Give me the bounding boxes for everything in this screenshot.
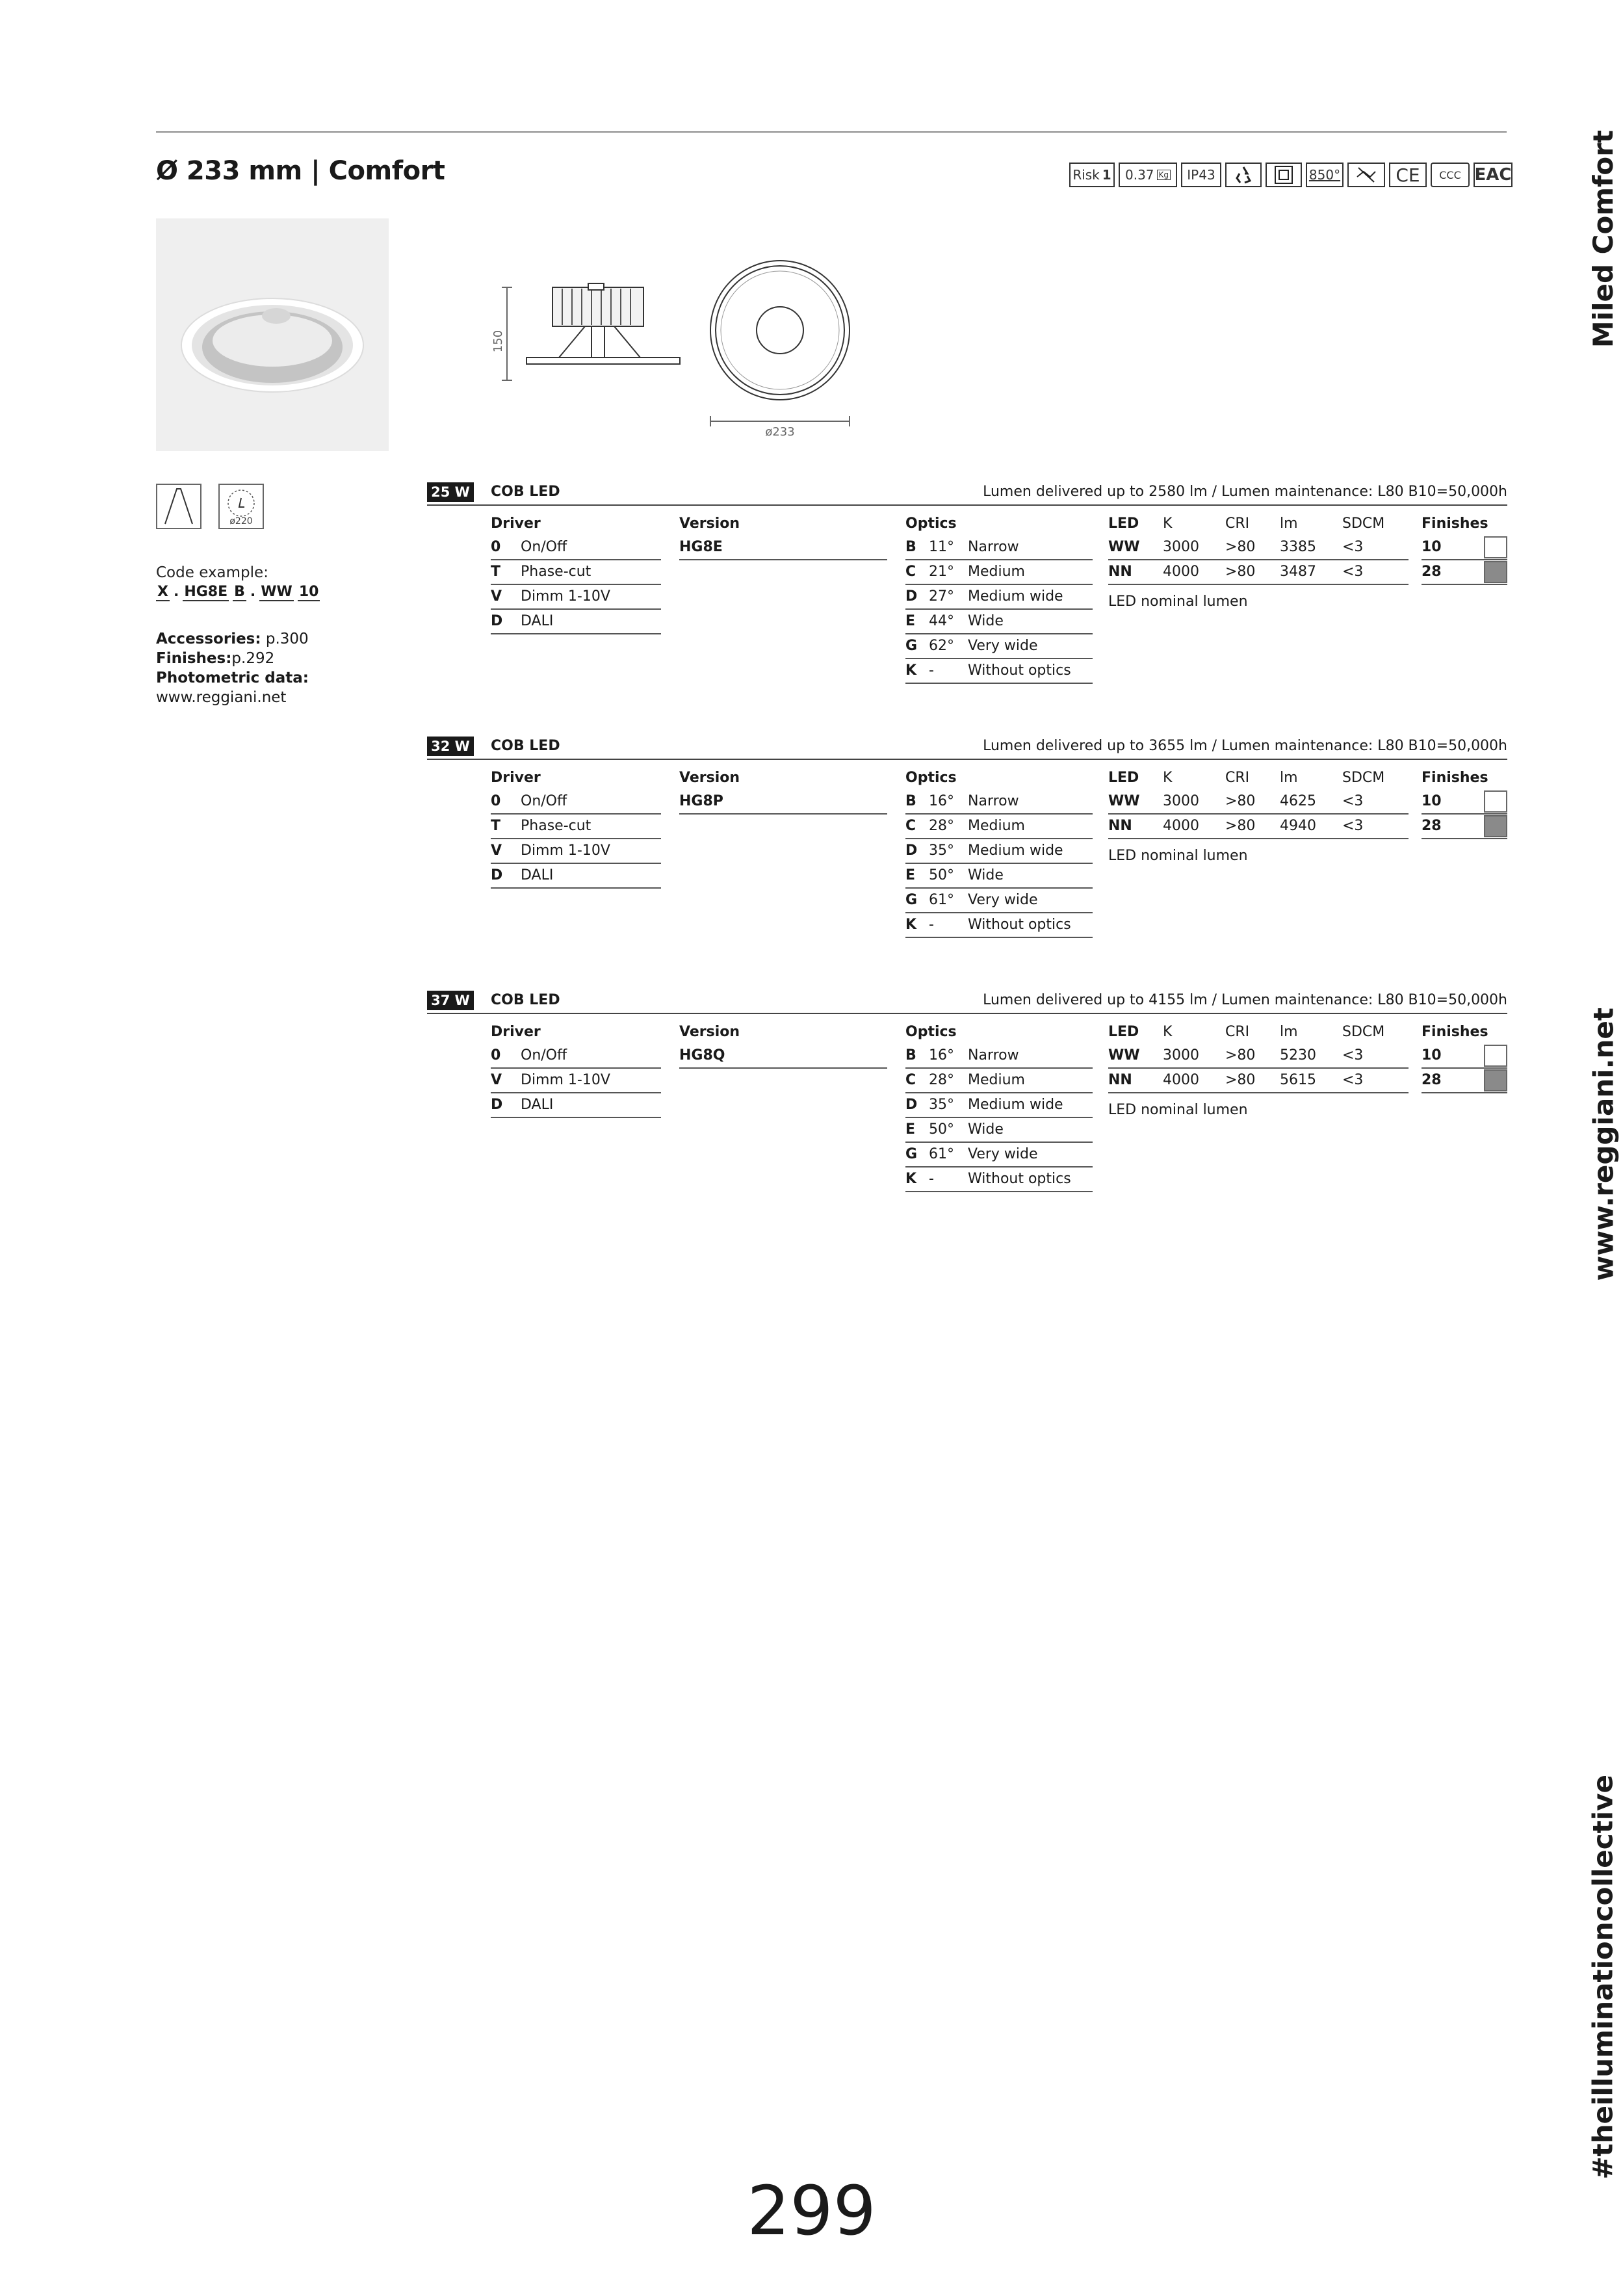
optics-column <box>905 1021 1093 1192</box>
driver-column <box>491 766 661 889</box>
version-row: HG8P <box>679 790 887 815</box>
product-photo <box>156 218 389 451</box>
block-header <box>427 482 1507 506</box>
optics-row: K - Without optics <box>905 913 1093 938</box>
optics-row: G 61° Very wide <box>905 1143 1093 1168</box>
optics-row: C 21° Medium <box>905 560 1093 585</box>
eac-mark: EAC <box>1474 163 1513 187</box>
led-row: NN 4000 >80 3487 <3 <box>1108 560 1409 585</box>
block-header <box>427 991 1507 1014</box>
led-row: WW 3000 >80 3385 <3 <box>1108 536 1409 560</box>
height-label: 150 <box>491 330 505 353</box>
driver-header: Driver <box>491 770 541 786</box>
optics-row: K - Without optics <box>905 1168 1093 1192</box>
beam-symbol-icon <box>156 484 201 529</box>
product-block <box>427 482 1507 679</box>
product-block <box>427 991 1507 1187</box>
version-header: Version <box>679 770 740 786</box>
version-column <box>679 512 887 560</box>
block-header <box>427 737 1507 760</box>
optics-header: Optics <box>905 1024 957 1040</box>
finish-row: 28 <box>1422 1069 1507 1093</box>
finishes-header: Finishes <box>1422 515 1488 532</box>
finishes-header: Finishes <box>1422 1024 1488 1040</box>
ip-badge: IP43 <box>1181 163 1221 187</box>
optics-row: K - Without optics <box>905 659 1093 684</box>
optics-row: B 16° Narrow <box>905 1044 1093 1069</box>
optics-row: D 27° Medium wide <box>905 585 1093 610</box>
version-header: Version <box>679 1024 740 1040</box>
wattage-badge: 32 W <box>427 737 474 756</box>
ce-mark: CE <box>1389 163 1427 187</box>
finishes-header: Finishes <box>1422 770 1488 786</box>
driver-row: 0 On/Off <box>491 536 661 560</box>
driver-row: 0 On/Off <box>491 1044 661 1069</box>
technical-drawing <box>487 260 864 449</box>
led-row: NN 4000 >80 5615 <3 <box>1108 1069 1409 1093</box>
finish-swatch <box>1484 815 1507 837</box>
optics-row: G 61° Very wide <box>905 889 1093 913</box>
led-type: COB LED <box>491 992 560 1008</box>
wattage-badge: 25 W <box>427 482 474 502</box>
code-example: X . HG8E B . WW 10 <box>157 584 319 600</box>
nominal-note: LED nominal lumen <box>1108 1102 1248 1118</box>
diameter-label: ø233 <box>765 425 795 439</box>
led-header: LED K CRI lm SDCM <box>1108 1024 1385 1040</box>
finish-row: 10 <box>1422 536 1507 560</box>
driver-row: V Dimm 1-10V <box>491 839 661 864</box>
cutout-label: ø220 <box>229 516 253 527</box>
side-website: www.reggiani.net <box>1587 1008 1619 1281</box>
led-header: LED K CRI lm SDCM <box>1108 770 1385 786</box>
code-example-label: Code example: <box>156 564 268 581</box>
lumen-info: Lumen delivered up to 3655 lm / Lumen maintenance: L80 B10=50,000h <box>983 738 1507 754</box>
version-column <box>679 1021 887 1069</box>
finishes-column <box>1422 1021 1507 1093</box>
finishes-column <box>1422 766 1507 839</box>
optics-row: E 50° Wide <box>905 1118 1093 1143</box>
led-column <box>1108 512 1409 615</box>
weight-badge: 0.37 Kg <box>1119 163 1177 187</box>
version-header: Version <box>679 515 740 532</box>
driver-row: 0 On/Off <box>491 790 661 815</box>
optics-row: B 11° Narrow <box>905 536 1093 560</box>
finish-row: 28 <box>1422 815 1507 839</box>
recycle-icon <box>1225 163 1262 187</box>
optics-header: Optics <box>905 515 957 532</box>
side-hashtag: #theilluminationcollective <box>1587 1775 1619 2180</box>
finish-swatch <box>1484 1045 1507 1067</box>
led-column <box>1108 766 1409 869</box>
driver-row: T Phase-cut <box>491 560 661 585</box>
glow-wire-badge: 850° <box>1306 163 1344 187</box>
led-column <box>1108 1021 1409 1123</box>
finish-swatch <box>1484 1069 1507 1091</box>
version-row: HG8Q <box>679 1044 887 1069</box>
page-title: Ø 233 mm | Comfort <box>156 156 445 186</box>
version-row: HG8E <box>679 536 887 560</box>
lumen-info: Lumen delivered up to 4155 lm / Lumen maintenance: L80 B10=50,000h <box>983 992 1507 1008</box>
side-product-name: Miled Comfort <box>1587 130 1619 348</box>
accessories-page-link[interactable]: p.300 <box>265 631 309 647</box>
certification-strip <box>1069 163 1513 190</box>
cutout-symbol-icon <box>218 484 264 529</box>
driver-row: D DALI <box>491 1093 661 1118</box>
optics-row: D 35° Medium wide <box>905 839 1093 864</box>
version-column <box>679 766 887 815</box>
website-link[interactable]: www.reggiani.net <box>156 689 287 706</box>
optics-row: B 16° Narrow <box>905 790 1093 815</box>
finish-row: 28 <box>1422 560 1507 585</box>
finishes-page-link[interactable]: p.292 <box>231 650 275 667</box>
optics-row: E 50° Wide <box>905 864 1093 889</box>
driver-column <box>491 1021 661 1118</box>
nominal-note: LED nominal lumen <box>1108 594 1248 610</box>
optics-row: G 62° Very wide <box>905 634 1093 659</box>
ccc-mark: CCC <box>1431 163 1470 187</box>
led-row: NN 4000 >80 4940 <3 <box>1108 815 1409 839</box>
top-rule <box>156 131 1507 133</box>
no-cover-icon <box>1347 163 1385 187</box>
page-number: 299 <box>747 2171 876 2250</box>
driver-row: V Dimm 1-10V <box>491 1069 661 1093</box>
optics-header: Optics <box>905 770 957 786</box>
finish-row: 10 <box>1422 790 1507 815</box>
finishes-column <box>1422 512 1507 585</box>
optics-row: D 35° Medium wide <box>905 1093 1093 1118</box>
optics-row: C 28° Medium <box>905 815 1093 839</box>
led-type: COB LED <box>491 738 560 754</box>
optics-column <box>905 512 1093 684</box>
led-row: WW 3000 >80 4625 <3 <box>1108 790 1409 815</box>
driver-row: V Dimm 1-10V <box>491 585 661 610</box>
optics-row: C 28° Medium <box>905 1069 1093 1093</box>
reference-links: Accessories: p.300 Finishes:p.292 Photometric data: www.reggiani.net <box>156 631 309 706</box>
led-row: WW 3000 >80 5230 <3 <box>1108 1044 1409 1069</box>
risk-badge: Risk 1 <box>1069 163 1115 187</box>
nominal-note: LED nominal lumen <box>1108 848 1248 864</box>
led-header: LED K CRI lm SDCM <box>1108 515 1385 532</box>
class-ii-icon <box>1266 163 1302 187</box>
driver-row: D DALI <box>491 610 661 634</box>
finish-swatch <box>1484 536 1507 558</box>
finish-swatch <box>1484 561 1507 583</box>
finish-row: 10 <box>1422 1044 1507 1069</box>
driver-column <box>491 512 661 634</box>
driver-row: D DALI <box>491 864 661 889</box>
optics-row: E 44° Wide <box>905 610 1093 634</box>
driver-header: Driver <box>491 515 541 532</box>
wattage-badge: 37 W <box>427 991 474 1010</box>
lumen-info: Lumen delivered up to 2580 lm / Lumen maintenance: L80 B10=50,000h <box>983 484 1507 500</box>
led-type: COB LED <box>491 484 560 500</box>
product-block <box>427 737 1507 933</box>
optics-column <box>905 766 1093 938</box>
driver-header: Driver <box>491 1024 541 1040</box>
driver-row: T Phase-cut <box>491 815 661 839</box>
finish-swatch <box>1484 790 1507 813</box>
